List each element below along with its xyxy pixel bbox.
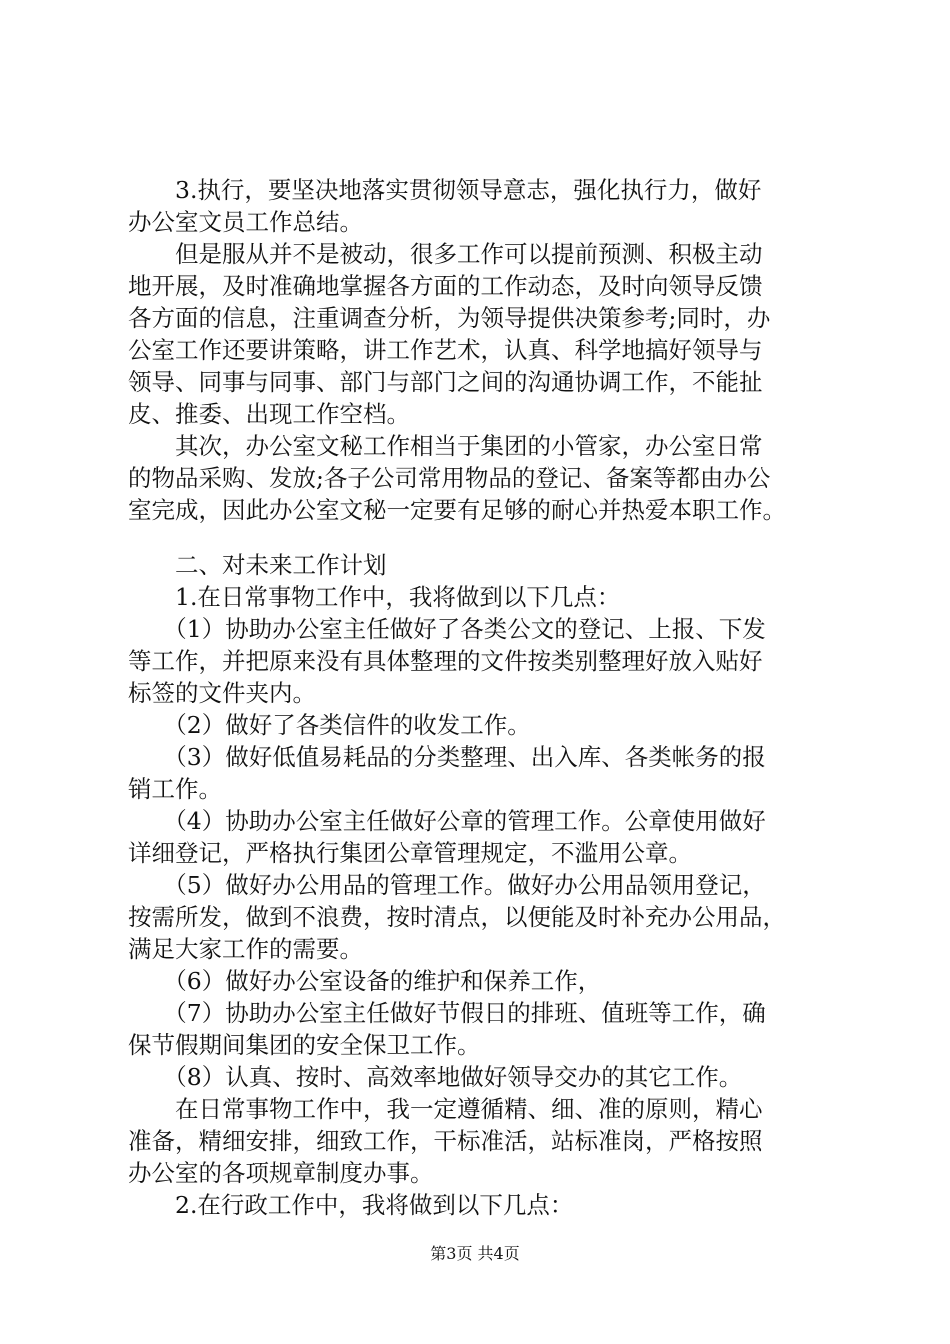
text-line: 详细登记，严格执行集团公章管理规定，不滥用公章。 [128,839,692,867]
text-line: 在日常事物工作中，我一定遵循精、细、准的原则，精心 [128,1095,763,1123]
text-line: 的物品采购、发放;各子公司常用物品的登记、备案等都由办公 [128,464,771,492]
document-body [128,174,840,1221]
text-line: （4）协助办公室主任做好公章的管理工作。公章使用做好 [128,807,766,835]
text-line: 室完成，因此办公室文秘一定要有足够的耐心并热爱本职工作。 [128,496,786,524]
text-line: 3.执行，要坚决地落实贯彻领导意志，强化执行力，做好 [128,176,762,204]
text-line: 公室工作还要讲策略，讲工作艺术，认真、科学地搞好领导与 [128,336,763,364]
text-line: 2.在行政工作中，我将做到以下几点： [128,1191,574,1219]
section-heading: 二、对未来工作计划 [128,551,387,579]
text-line: （2）做好了各类信件的收发工作。 [128,711,531,739]
paragraph-gap [128,526,840,549]
text-line: （3）做好低值易耗品的分类整理、出入库、各类帐务的报 [128,743,766,771]
text-line: 满足大家工作的需要。 [128,935,363,963]
text-line: （5）做好办公用品的管理工作。做好办公用品领用登记， [128,871,766,899]
text-line: （6）做好办公室设备的维护和保养工作， [128,967,602,995]
text-line: 按需所发，做到不浪费，按时清点，以便能及时补充办公用品， [128,903,786,931]
text-line: 销工作。 [128,775,222,803]
text-line: 领导、同事与同事、部门与部门之间的沟通协调工作，不能扯 [128,368,763,396]
text-line: 皮、推委、出现工作空档。 [128,400,410,428]
text-line: 办公室的各项规章制度办事。 [128,1159,434,1187]
text-line: 保节假期间集团的安全保卫工作。 [128,1031,481,1059]
text-line: （8）认真、按时、高效率地做好领导交办的其它工作。 [128,1063,743,1091]
text-line: 地开展，及时准确地掌握各方面的工作动态，及时向领导反馈 [128,272,763,300]
text-line: 1.在日常事物工作中，我将做到以下几点： [128,583,621,611]
text-line: 但是服从并不是被动，很多工作可以提前预测、积极主动 [128,240,763,268]
text-line: 其次，办公室文秘工作相当于集团的小管家，办公室日常 [128,432,763,460]
text-line: （7）协助办公室主任做好节假日的排班、值班等工作，确 [128,999,766,1027]
text-line: 等工作，并把原来没有具体整理的文件按类别整理好放入贴好 [128,647,763,675]
page-number: 第3页 共4页 [430,1244,520,1263]
text-line: 办公室文员工作总结。 [128,208,363,236]
text-line: （1）协助办公室主任做好了各类公文的登记、上报、下发 [128,615,766,643]
text-line: 标签的文件夹内。 [128,679,316,707]
text-line: 各方面的信息，注重调查分析，为领导提供决策参考;同时，办 [128,304,771,332]
text-line: 准备，精细安排，细致工作，干标准活，站标准岗，严格按照 [128,1127,763,1155]
